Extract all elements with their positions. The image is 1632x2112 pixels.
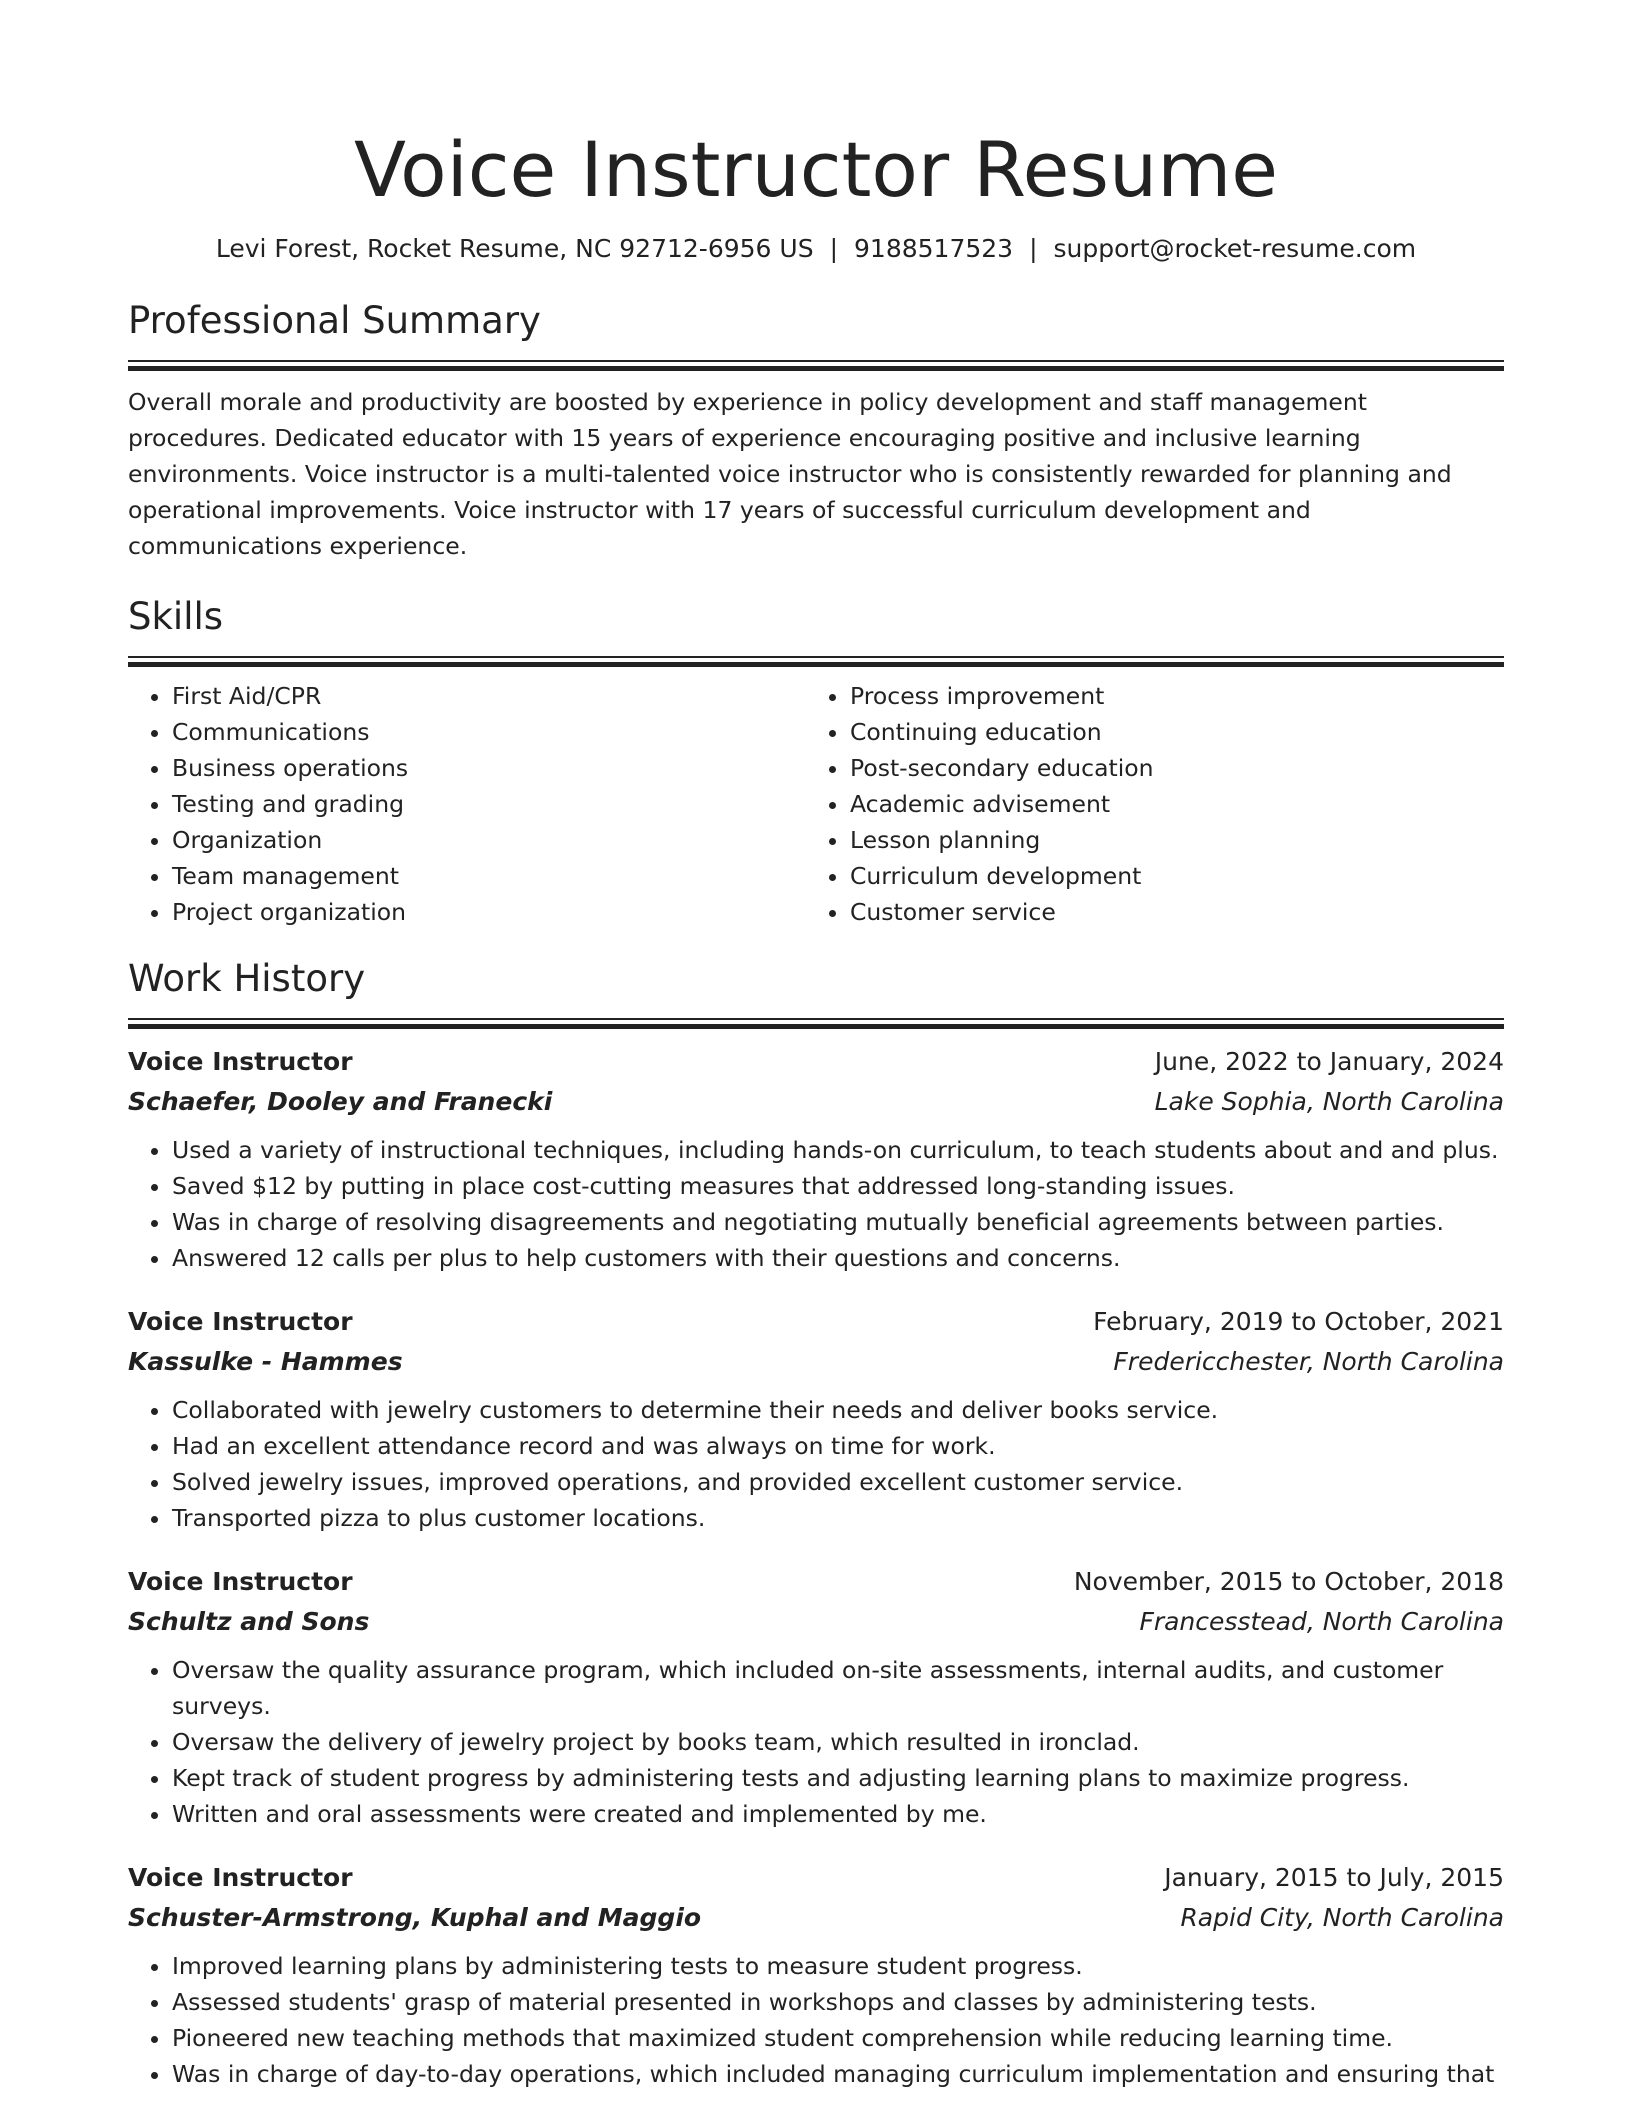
- job-bullet: • Collaborated with jewelry customers to determine their needs and deliver books service.: [172, 1392, 1504, 1428]
- job-title: Voice Instructor: [128, 1567, 353, 1596]
- job-bullet: • Assessed students' grasp of material presented in workshops and classes by administering tests.: [172, 1984, 1504, 2020]
- skill-item: • Project organization: [172, 894, 806, 930]
- job-header-row: [128, 1562, 1504, 1602]
- job-header-row: [128, 1858, 1504, 1898]
- skills-list-right: [806, 678, 1484, 930]
- job-entry: [128, 1858, 1504, 2092]
- skills-list-left: [128, 678, 806, 930]
- job-bullet: • Oversaw the delivery of jewelry project by books team, which resulted in ironclad.: [172, 1724, 1504, 1760]
- contact-email: support@rocket-resume.com: [1053, 234, 1417, 263]
- skill-item: • Testing and grading: [172, 786, 806, 822]
- summary-heading: Professional Summary: [128, 299, 541, 342]
- skill-item: • First Aid/CPR: [172, 678, 806, 714]
- job-bullet: • Improved learning plans by administering tests to measure student progress.: [172, 1948, 1504, 1984]
- skill-item: • Academic advisement: [850, 786, 1484, 822]
- job-dates: November, 2015 to October, 2018: [1073, 1567, 1504, 1596]
- job-bullet: • Pioneered new teaching methods that maximized student comprehension while reducing learning time.: [172, 2020, 1504, 2056]
- contact-separator: |: [829, 234, 839, 263]
- job-title: Voice Instructor: [128, 1307, 353, 1336]
- resume-page: [128, 118, 1504, 2092]
- skills-columns: [128, 678, 1504, 930]
- job-bullets: [128, 1652, 1504, 1832]
- skill-item: • Organization: [172, 822, 806, 858]
- job-bullets: [128, 1132, 1504, 1276]
- section-divider: [128, 656, 1504, 666]
- job-location: Lake Sophia, North Carolina: [1154, 1087, 1504, 1116]
- job-bullet: • Used a variety of instructional techniques, including hands-on curriculum, to teach students about and and plus.: [172, 1132, 1504, 1168]
- skills-section: [128, 592, 1504, 930]
- skill-item: • Business operations: [172, 750, 806, 786]
- job-location: Rapid City, North Carolina: [1180, 1903, 1504, 1932]
- job-entry: [128, 1042, 1504, 1276]
- skill-item: • Continuing education: [850, 714, 1484, 750]
- job-company-row: [128, 1342, 1504, 1382]
- job-bullet: • Answered 12 calls per plus to help customers with their questions and concerns.: [172, 1240, 1504, 1276]
- job-company: Schuster-Armstrong, Kuphal and Maggio: [128, 1903, 702, 1932]
- summary-section: [128, 296, 1504, 564]
- contact-phone: 9188517523: [854, 234, 1014, 263]
- skill-item: • Post-secondary education: [850, 750, 1484, 786]
- job-bullet: • Kept track of student progress by administering tests and adjusting learning plans to maximize progress.: [172, 1760, 1504, 1796]
- skill-item: • Communications: [172, 714, 806, 750]
- job-company: Schultz and Sons: [128, 1607, 370, 1636]
- job-company: Schaefer, Dooley and Franecki: [128, 1087, 553, 1116]
- section-divider: [128, 1018, 1504, 1028]
- job-title: Voice Instructor: [128, 1863, 353, 1892]
- contact-address: Levi Forest, Rocket Resume, NC 92712-6956 US: [215, 234, 814, 263]
- job-bullets: [128, 1948, 1504, 2092]
- job-bullet: • Oversaw the quality assurance program, which included on-site assessments, internal audits, and customer surveys.: [172, 1652, 1504, 1724]
- job-bullet: • Saved $12 by putting in place cost-cutting measures that addressed long-standing issues.: [172, 1168, 1504, 1204]
- job-bullet: • Solved jewelry issues, improved operations, and provided excellent customer service.: [172, 1464, 1504, 1500]
- job-header-row: [128, 1302, 1504, 1342]
- job-company: Kassulke - Hammes: [128, 1347, 403, 1376]
- job-company-row: [128, 1898, 1504, 1938]
- job-bullet: • Was in charge of day-to-day operations, which included managing curriculum implementation and ensuring that: [172, 2056, 1504, 2092]
- job-header-row: [128, 1042, 1504, 1082]
- job-bullet: • Was in charge of resolving disagreements and negotiating mutually beneficial agreements between parties.: [172, 1204, 1504, 1240]
- contact-line: [128, 232, 1504, 266]
- job-location: Fredericchester, North Carolina: [1113, 1347, 1504, 1376]
- work-history-heading: Work History: [128, 957, 366, 1000]
- job-entry: [128, 1562, 1504, 1832]
- job-company-row: [128, 1602, 1504, 1642]
- skill-item: • Lesson planning: [850, 822, 1484, 858]
- job-title: Voice Instructor: [128, 1047, 353, 1076]
- job-entry: [128, 1302, 1504, 1536]
- resume-title: Voice Instructor Resume: [354, 125, 1278, 214]
- skill-item: • Curriculum development: [850, 858, 1484, 894]
- skill-item: • Customer service: [850, 894, 1484, 930]
- job-bullet: • Transported pizza to plus customer locations.: [172, 1500, 1504, 1536]
- skill-item: • Process improvement: [850, 678, 1484, 714]
- contact-separator: |: [1029, 234, 1038, 263]
- job-bullet: • Had an excellent attendance record and was always on time for work.: [172, 1428, 1504, 1464]
- job-dates: February, 2019 to October, 2021: [1093, 1307, 1504, 1336]
- job-company-row: [128, 1082, 1504, 1122]
- job-location: Francesstead, North Carolina: [1139, 1607, 1504, 1636]
- skill-item: • Team management: [172, 858, 806, 894]
- job-dates: January, 2015 to July, 2015: [1164, 1863, 1504, 1892]
- work-history-section: [128, 954, 1504, 2092]
- job-bullets: [128, 1392, 1504, 1536]
- section-divider: [128, 360, 1504, 370]
- summary-text: Overall morale and productivity are boosted by experience in policy development and staff management procedures. Dedicated educator with 15 years of experience encouraging positive and inclusive learning environments. Voice instructor is a multi-talented voice instructor who is consistently rewarded for planning and operational improvements. Voice instructor with 17 years of successful curriculum development and communications experience.: [128, 388, 1452, 560]
- job-dates: June, 2022 to January, 2024: [1154, 1047, 1504, 1076]
- skills-heading: Skills: [128, 595, 224, 638]
- job-bullet: • Written and oral assessments were created and implemented by me.: [172, 1796, 1504, 1832]
